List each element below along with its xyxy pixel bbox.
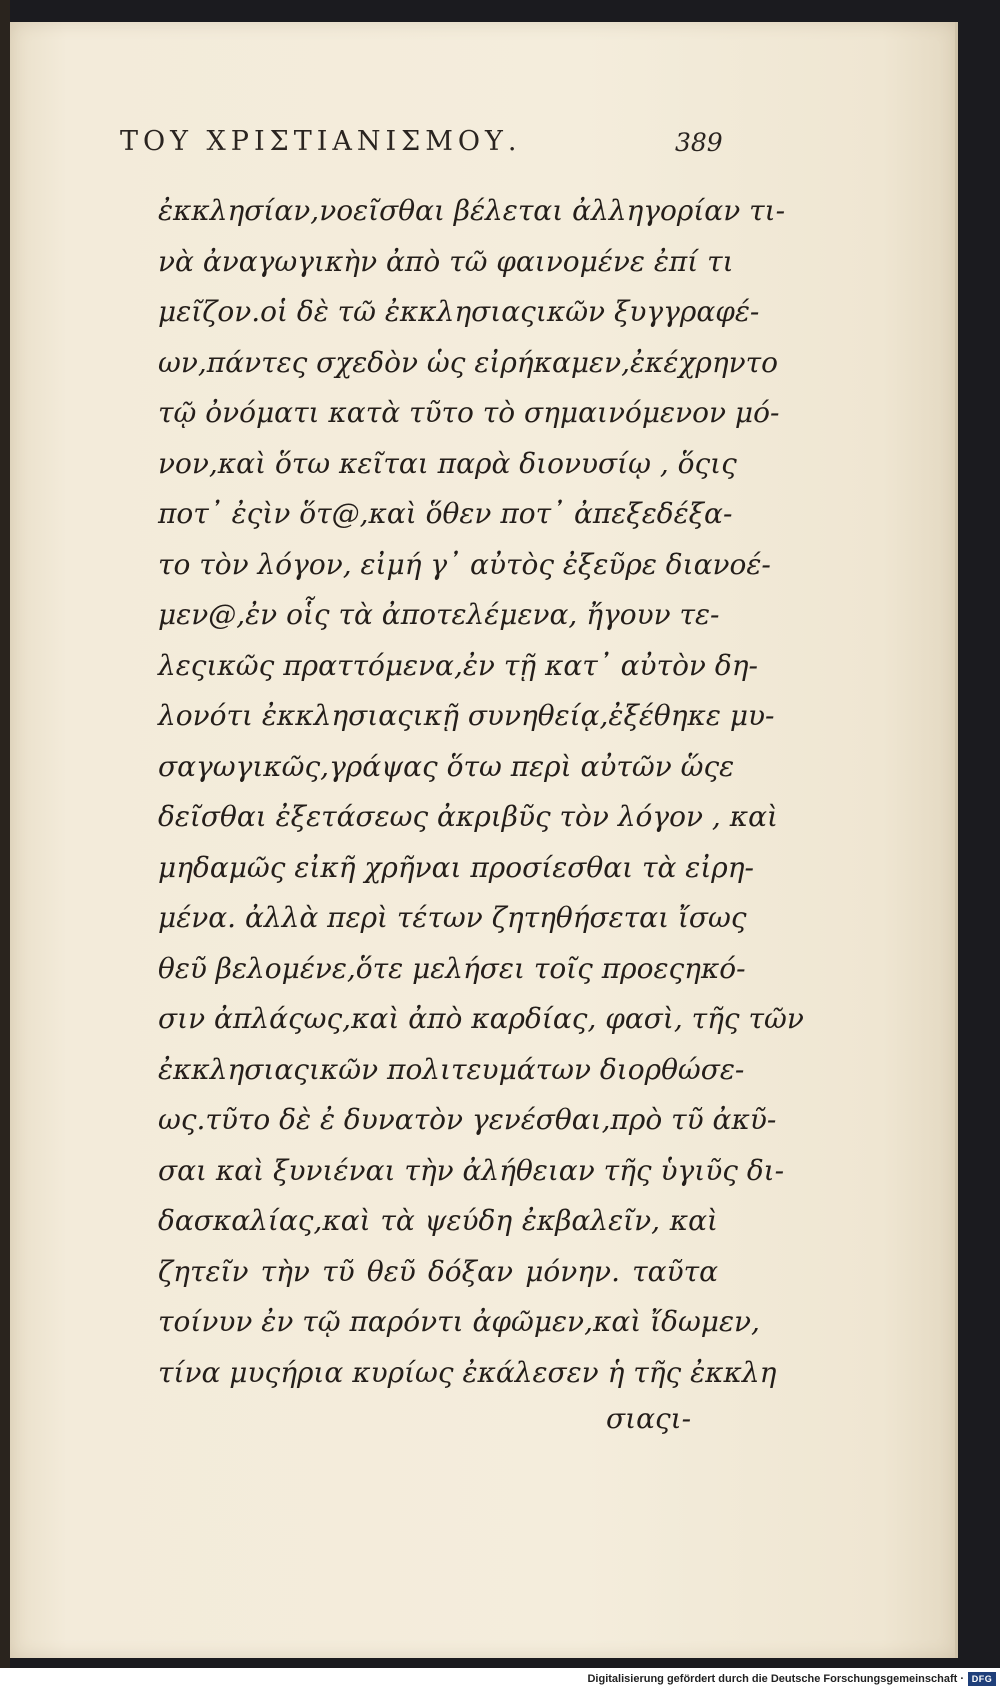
catchword: σιαςι-	[606, 1402, 692, 1435]
text-line: τίνα μυςήρια κυρίως ἐκάλεσεν ἡ τῆς ἐκκλη	[158, 1355, 777, 1389]
text-line: μένα. ἀλλὰ περὶ τέτων ζητηθήσεται ἴσως	[158, 901, 747, 934]
page-header	[120, 126, 723, 166]
text-line: ἐκκλησίαν,νοεῖσθαι βέλεται ἀλληγορίαν τι-	[158, 194, 786, 227]
text-line: λεςικῶς πραττόμενα,ἐν τῇ κατ᾽ αὐτὸν δη-	[158, 648, 758, 682]
text-line: ποτ᾽ ἐςὶν ὅτ@,καὶ ὅθεν ποτ᾽ ἀπεξεδέξα-	[158, 497, 733, 530]
text-line: ζητεῖν τὴν τῦ θεῦ δόξαν μόνην. ταῦτα	[158, 1254, 718, 1288]
body-text	[158, 186, 804, 1398]
footer-bar	[0, 1668, 1000, 1692]
text-line: τῷ ὀνόματι κατὰ τῦτο τὸ σημαινόμενον μό-	[158, 396, 780, 429]
text-line: νὰ ἀναγωγικὴν ἀπὸ τῶ φαινομένε ἐπί τι	[158, 244, 734, 278]
book-page	[10, 22, 958, 1658]
text-line: ων,πάντες σχεδὸν ὡς εἰρήκαμεν,ἐκέχρηντο	[158, 345, 778, 379]
running-head: ΤΟΥ ΧΡΙΣΤΙΑΝΙΣΜΟΥ.	[120, 126, 522, 157]
text-line: το τὸν λόγον, εἰμή γ᾽ αὐτὸς ἐξεῦρε διανοέ-	[158, 547, 771, 581]
text-line: μηδαμῶς εἰκῆ χρῆναι προσίεσθαι τὰ εἰρη-	[158, 850, 754, 884]
text-line: σαγωγικῶς,γράψας ὅτω περὶ αὐτῶν ὥςε	[158, 749, 735, 783]
text-line: δεῖσθαι ἐξετάσεως ἀκριβῦς τὸν λόγον , καὶ	[158, 800, 778, 833]
dfg-logo-icon: DFG	[968, 1672, 996, 1686]
text-line: θεῦ βελομένε,ὅτε μελήσει τοῖς προεςηκό-	[158, 951, 746, 985]
footer-credit: Digitalisierung gefördert durch die Deutsche Forschungsgemeinschaft ·	[587, 1673, 964, 1685]
text-line: νον,καὶ ὅτω κεῖται παρὰ διονυσίῳ , ὅςις	[158, 446, 737, 480]
text-line: δασκαλίας,καὶ τὰ ψεύδη ἐκβαλεῖν, καὶ	[158, 1204, 718, 1237]
text-line: σαι καὶ ξυνιέναι τὴν ἀλήθειαν τῆς ὑγιῦς δι-	[158, 1153, 785, 1187]
text-line: ἐκκλησιαςικῶν πολιτευμάτων διορθώσε-	[158, 1052, 745, 1086]
page-number: 389	[675, 128, 723, 157]
text-line: ως.τῦτο δὲ ἐ δυνατὸν γενέσθαι,πρὸ τῦ ἀκῦ-	[158, 1103, 777, 1136]
text-line: μεῖζον.οἱ δὲ τῶ ἐκκλησιαςικῶν ξυγγραφέ-	[158, 295, 760, 328]
text-line: μεν@,ἐν οἷς τὰ ἀποτελέμενα, ἤγουν τε-	[158, 598, 720, 631]
text-line: σιν ἀπλάςως,καὶ ἀπὸ καρδίας, φασὶ, τῆς τῶν	[158, 1002, 804, 1035]
text-line: λονότι ἐκκλησιαςικῇ συνηθείᾳ,ἐξέθηκε μυ-	[158, 699, 775, 732]
text-line: τοίνυν ἐν τῷ παρόντι ἀφῶμεν,καὶ ἴδωμεν,	[158, 1305, 760, 1338]
